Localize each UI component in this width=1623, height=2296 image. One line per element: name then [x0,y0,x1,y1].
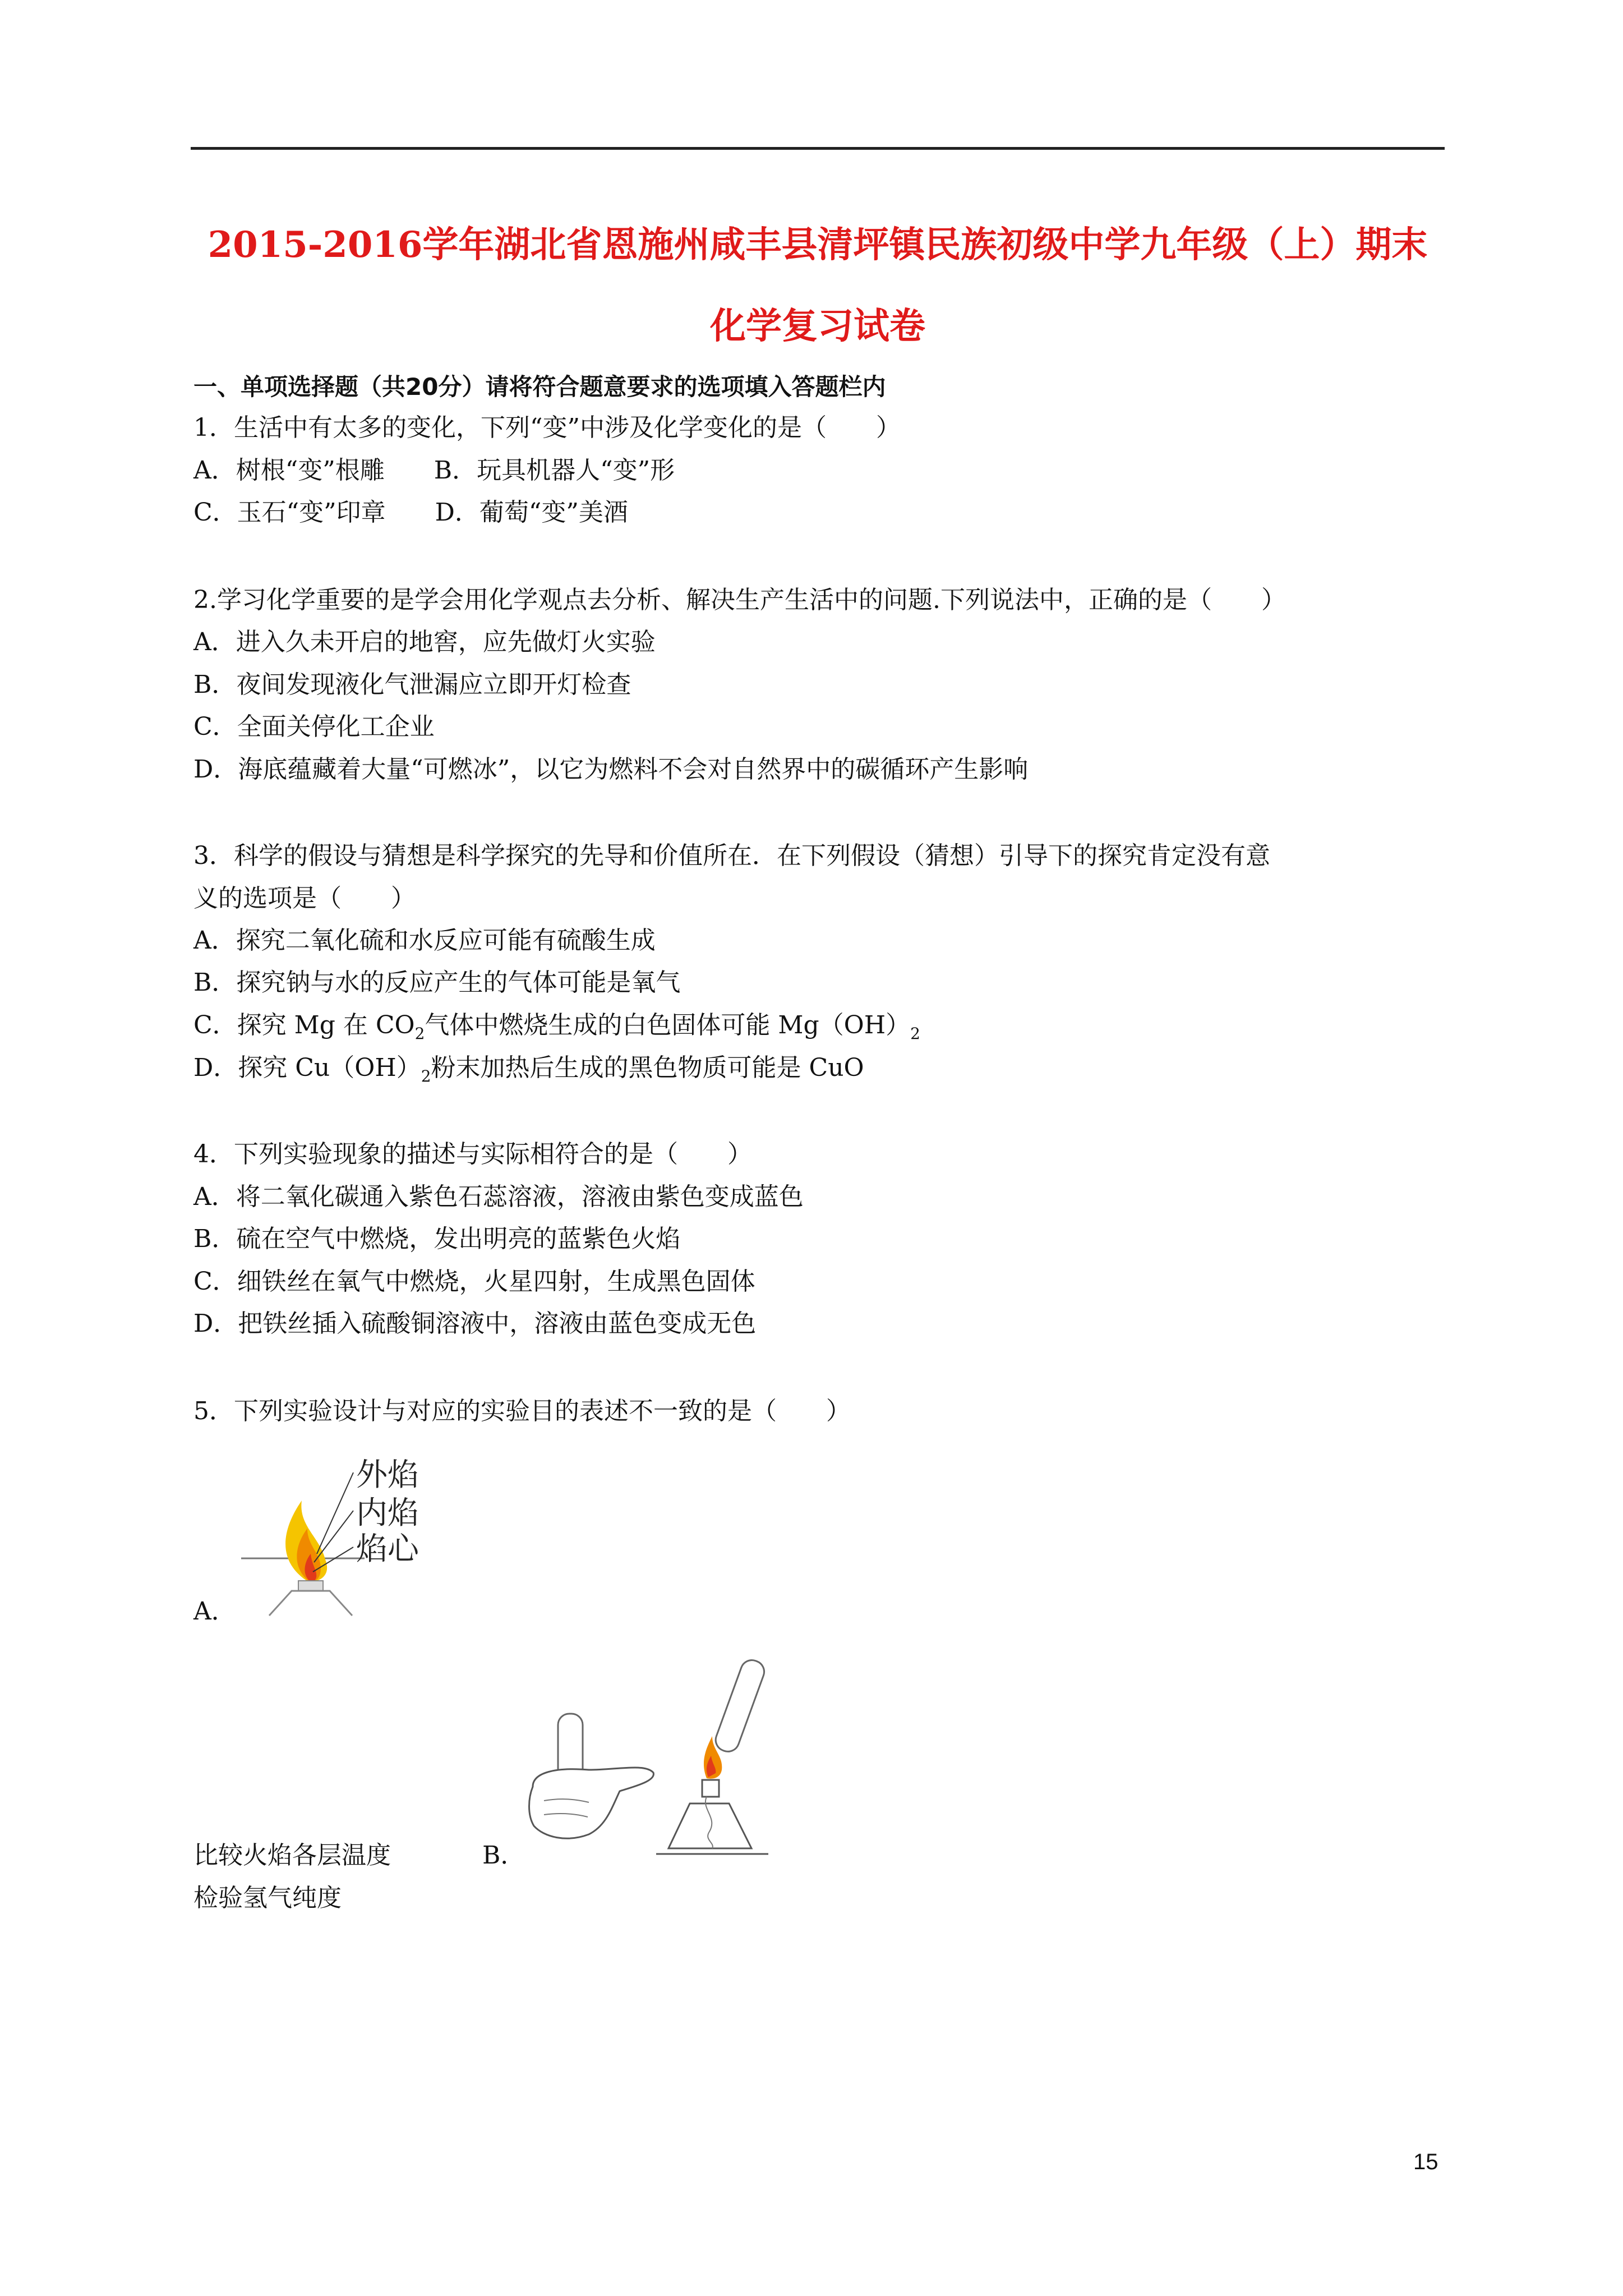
q4-stem: 4．下列实验现象的描述与实际相符合的是（ ） [193,1140,752,1168]
label-flame-core: 焰心 [356,1531,419,1567]
q3-c-subscript1: 2 [414,1024,425,1043]
q3-stem-line2: 义的选项是（ ） [193,884,416,913]
q2-option-d: D．海底蕴藏着大量“可燃冰”，以它为燃料不会对自然界中的碳循环产生影响 [193,755,1029,784]
inverted-test-tube [713,1658,768,1755]
q3-d-text2: 粉末加热后生成的黑色物质可能是 CuO [431,1053,864,1082]
q2-option-c: C．全面关停化工企业 [193,712,435,741]
q4-option-a: A．将二氧化碳通入紫色石蕊溶液，溶液由紫色变成蓝色 [193,1182,804,1211]
q3-option-c [193,1010,920,1050]
q4-option-b: B．硫在空气中燃烧，发出明亮的蓝紫色火焰 [193,1225,681,1253]
pointer-outer [317,1473,353,1554]
q3-option-a: A．探究二氧化硫和水反应可能有硫酸生成 [193,926,656,955]
q3-c-text2: 气体中燃烧生成的白色固体可能 Mg（OH） [425,1011,911,1039]
section-heading: 一、单项选择题（共20分）请将符合题意要求的选项填入答题栏内 [193,373,886,401]
title-line-1: 2015-2016学年湖北省恩施州咸丰县清坪镇民族初级中学九年级（上）期末 [208,224,1428,266]
page-number: 15 [1413,2150,1438,2174]
q5-option-a-description: 比较火焰各层温度 [193,1841,391,1870]
lamp-wick-holder [702,1780,719,1797]
flame-layers-figure [236,1447,449,1627]
q4-option-c: C．细铁丝在氧气中燃烧，火星四射，生成黑色固体 [193,1267,755,1296]
q2-option-a: A．进入久未开启的地窖，应先做灯火实验 [193,628,656,656]
lamp-neck [298,1581,323,1591]
q3-option-d [193,1052,864,1092]
q3-option-b: B．探究钠与水的反应产生的气体可能是氧气 [193,968,681,997]
title-line-2: 化学复习试卷 [710,305,925,347]
q4-option-d: D．把铁丝插入硫酸铜溶液中，溶液由蓝色变成无色 [193,1309,757,1338]
q2-stem: 2.学习化学重要的是学会用化学观点去分析、解决生产生活中的问题.下列说法中，正确的是（ ） [193,586,1286,614]
q3-c-subscript2: 2 [910,1024,920,1043]
q3-stem-line1: 3．科学的假设与猜想是科学探究的先导和价值所在．在下列假设（猜想）引导下的探究肯定没有意 [193,841,1270,870]
q5-option-b-letter: B． [482,1841,525,1870]
label-inner-flame: 内焰 [356,1495,419,1531]
hydrogen-purity-figure [522,1658,791,1893]
q3-d-text1: D．探究 Cu（OH） [193,1053,421,1082]
header-rule [191,147,1445,150]
q5-stem: 5．下列实验设计与对应的实验目的表述不一致的是（ ） [193,1397,851,1425]
q3-c-text1: C．探究 Mg 在 CO [193,1011,415,1039]
label-outer-flame: 外焰 [356,1457,419,1493]
q1-options-row1: A．树根“变”根雕 B．玩具机器人“变”形 [193,456,675,485]
q5-option-b-description: 检验氢气纯度 [193,1884,342,1912]
lamp-body [269,1591,352,1616]
q1-stem: 1．生活中有太多的变化，下列“变”中涉及化学变化的是（ ） [193,413,901,442]
q1-options-row2: C．玉石“变”印章 D．葡萄“变”美酒 [193,498,628,527]
q3-d-subscript: 2 [421,1067,431,1085]
q5-option-a-letter: A． [193,1597,236,1626]
q2-option-b: B．夜间发现液化气泄漏应立即开灯检查 [193,670,631,699]
pointer-inner [314,1511,353,1562]
hand-shape [529,1768,654,1838]
